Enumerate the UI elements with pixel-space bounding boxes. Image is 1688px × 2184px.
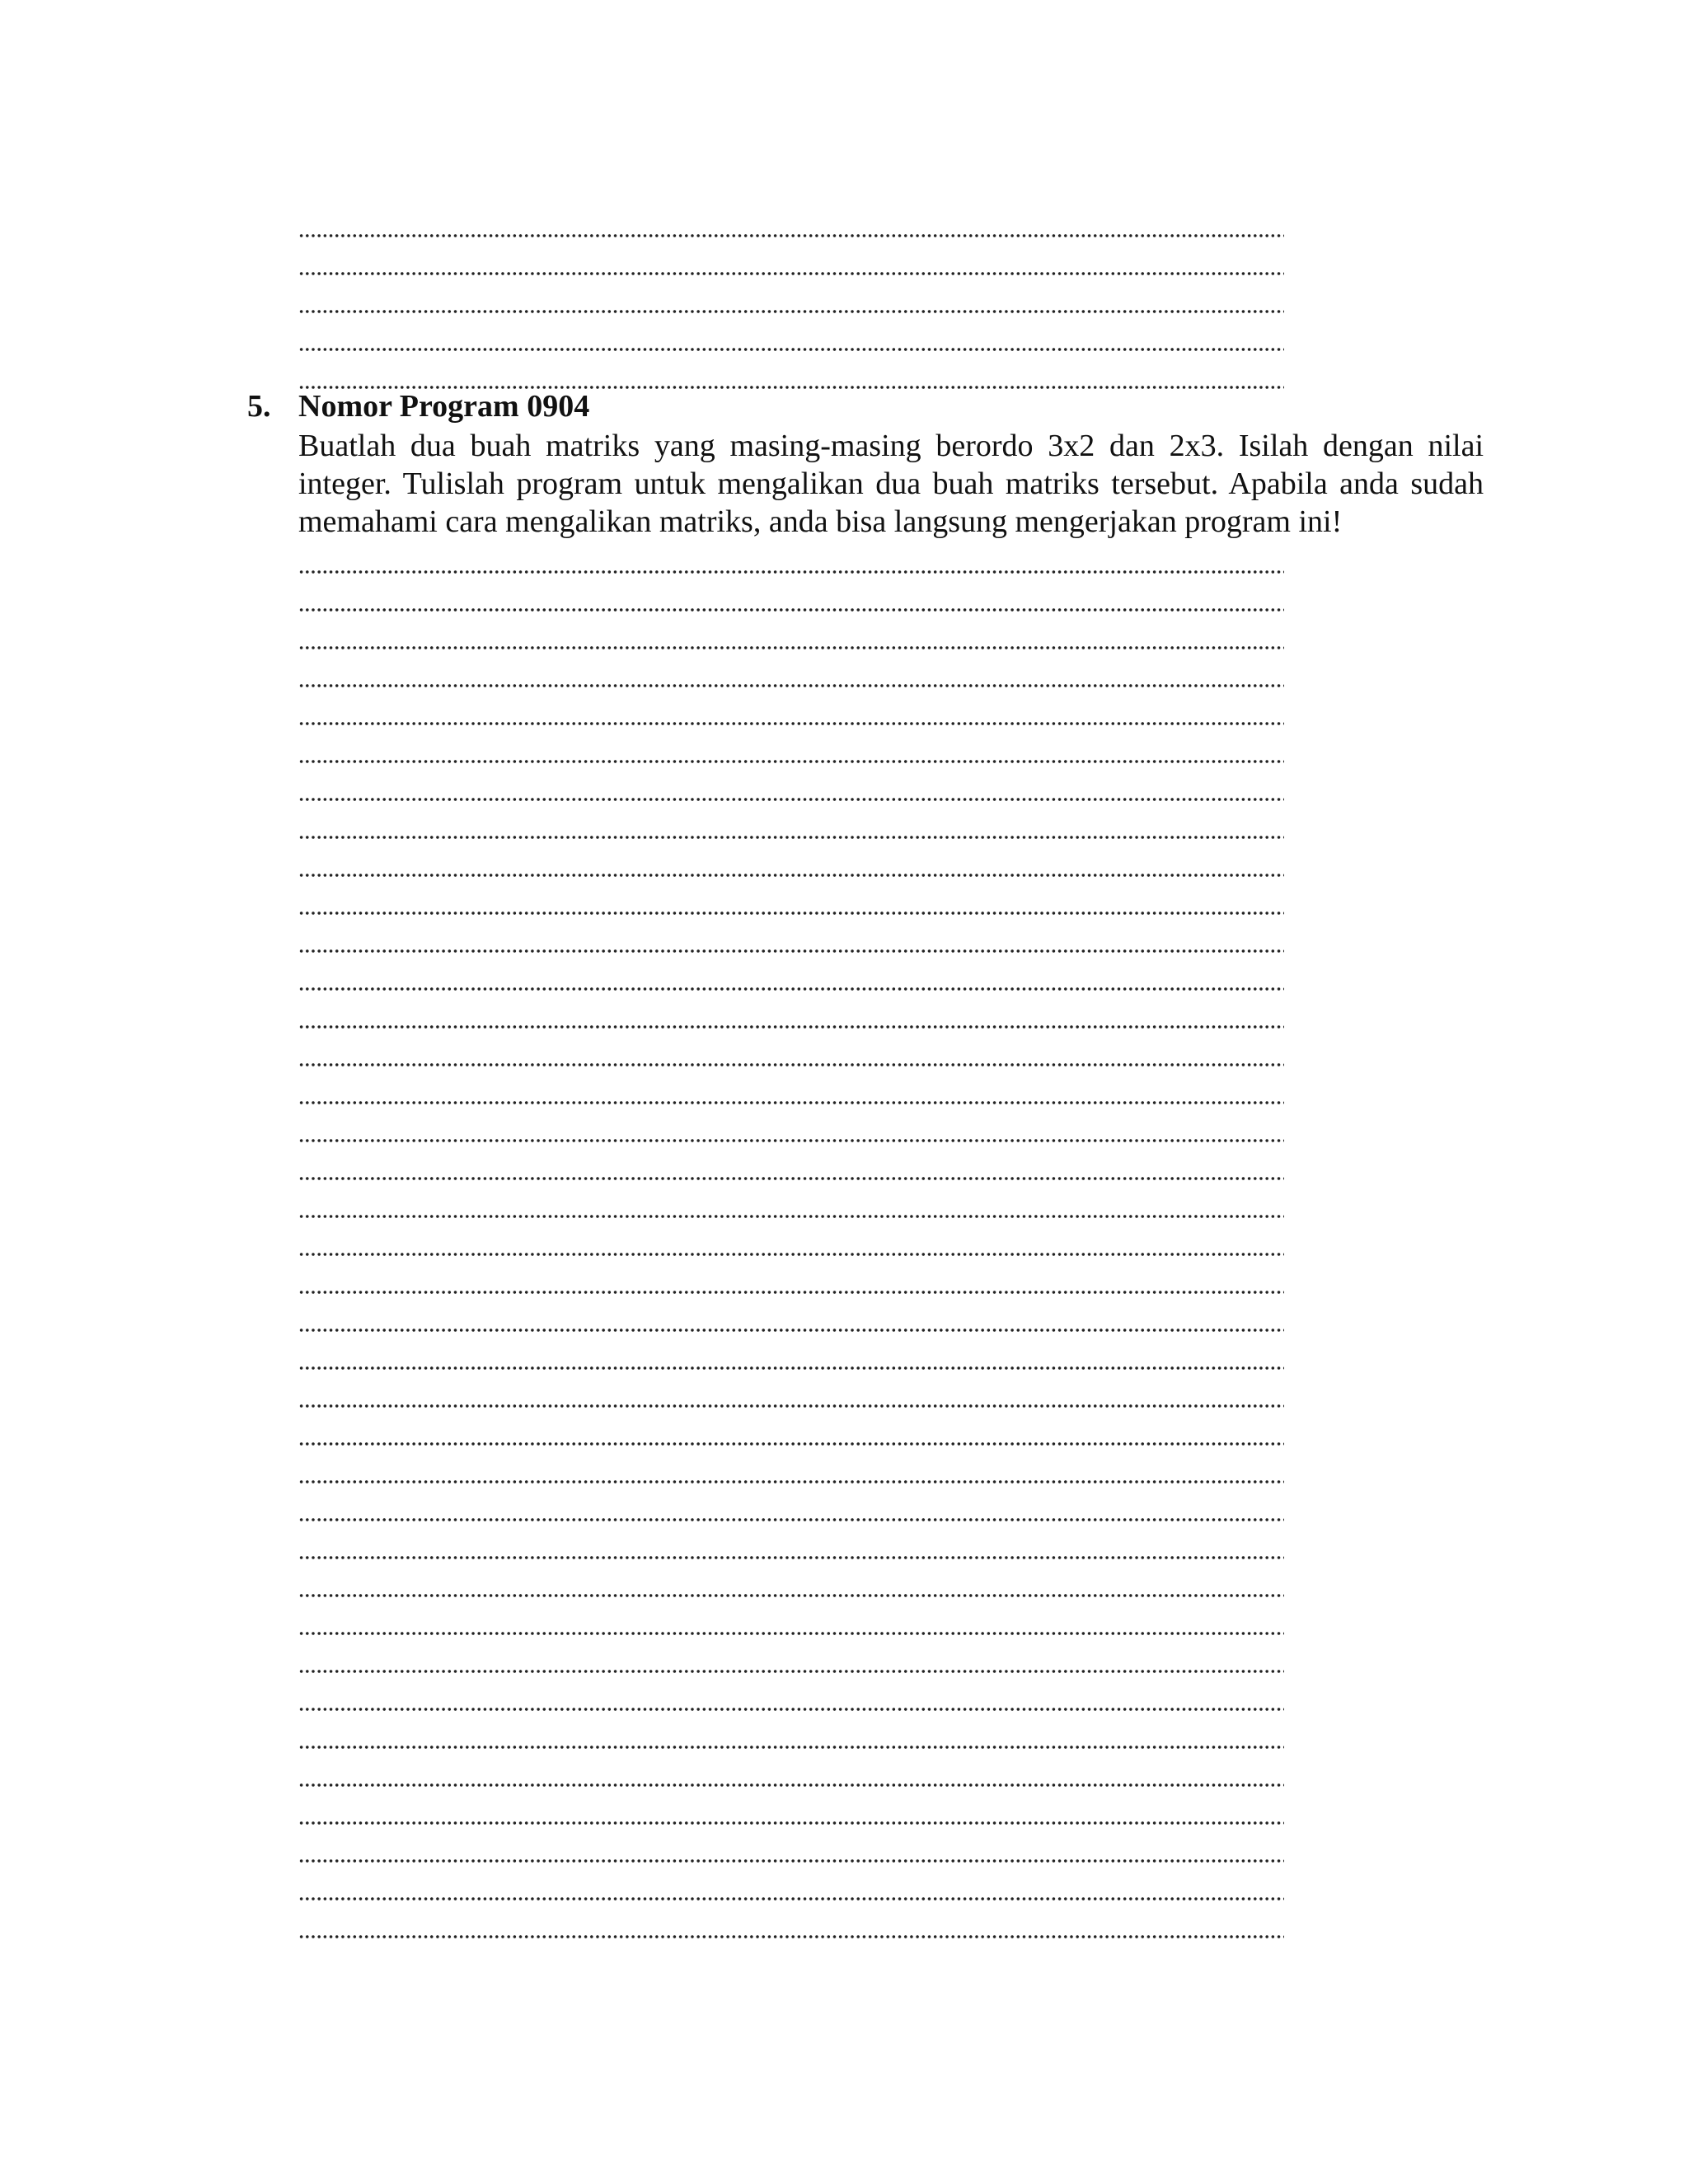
question-heading <box>247 387 1484 425</box>
dotted-answer-line <box>298 1564 1284 1602</box>
dotted-answer-line <box>298 1716 1284 1754</box>
dotted-answer-line <box>298 1109 1284 1147</box>
answer-lines <box>298 541 1284 1943</box>
dotted-answer-line <box>298 1071 1284 1109</box>
dotted-answer-line <box>298 844 1284 882</box>
dotted-answer-line <box>298 541 1284 579</box>
question-title: Nomor Program 0904 <box>298 389 590 424</box>
dotted-answer-line <box>298 1299 1284 1337</box>
dotted-answer-line <box>298 920 1284 958</box>
dotted-answer-line <box>298 1830 1284 1868</box>
dotted-answer-line <box>298 996 1284 1033</box>
dotted-answer-line <box>298 1185 1284 1223</box>
previous-answer-lines <box>298 204 1284 394</box>
dotted-answer-line <box>298 654 1284 692</box>
dotted-answer-line <box>298 280 1284 318</box>
dotted-answer-line <box>298 579 1284 616</box>
dotted-answer-line <box>298 882 1284 920</box>
dotted-answer-line <box>298 1640 1284 1678</box>
question-text: Buatlah dua buah matriks yang masing-masing berordo 3x2 dan 2x3. Isilah dengan nilai integer. Tulislah program untuk mengalikan dua buah matriks tersebut. Apabila anda sudah memahami cara mengalikan matriks, anda bisa langsung mengerjakan program ini! <box>298 429 1484 539</box>
dotted-answer-line <box>298 806 1284 844</box>
dotted-answer-line <box>298 692 1284 730</box>
dotted-answer-line <box>298 1905 1284 1943</box>
dotted-answer-line <box>298 1337 1284 1375</box>
dotted-answer-line <box>298 1147 1284 1185</box>
dotted-answer-line <box>298 1375 1284 1413</box>
dotted-answer-line <box>298 1602 1284 1640</box>
dotted-answer-line <box>298 1261 1284 1299</box>
question-number: 5. <box>247 389 271 424</box>
dotted-answer-line <box>298 1488 1284 1526</box>
dotted-answer-line <box>298 1413 1284 1451</box>
dotted-answer-line <box>298 730 1284 768</box>
dotted-answer-line <box>298 1033 1284 1071</box>
dotted-answer-line <box>298 616 1284 654</box>
dotted-answer-line <box>298 1868 1284 1905</box>
dotted-answer-line <box>298 1451 1284 1488</box>
dotted-answer-line <box>298 958 1284 996</box>
dotted-answer-line <box>298 242 1284 280</box>
dotted-answer-line <box>298 1678 1284 1716</box>
dotted-answer-line <box>298 1754 1284 1792</box>
dotted-answer-line <box>298 318 1284 356</box>
dotted-answer-line <box>298 1526 1284 1564</box>
dotted-answer-line <box>298 1792 1284 1830</box>
dotted-answer-line <box>298 204 1284 242</box>
dotted-answer-line <box>298 768 1284 806</box>
question-5 <box>247 387 1484 541</box>
dotted-answer-line <box>298 1223 1284 1261</box>
